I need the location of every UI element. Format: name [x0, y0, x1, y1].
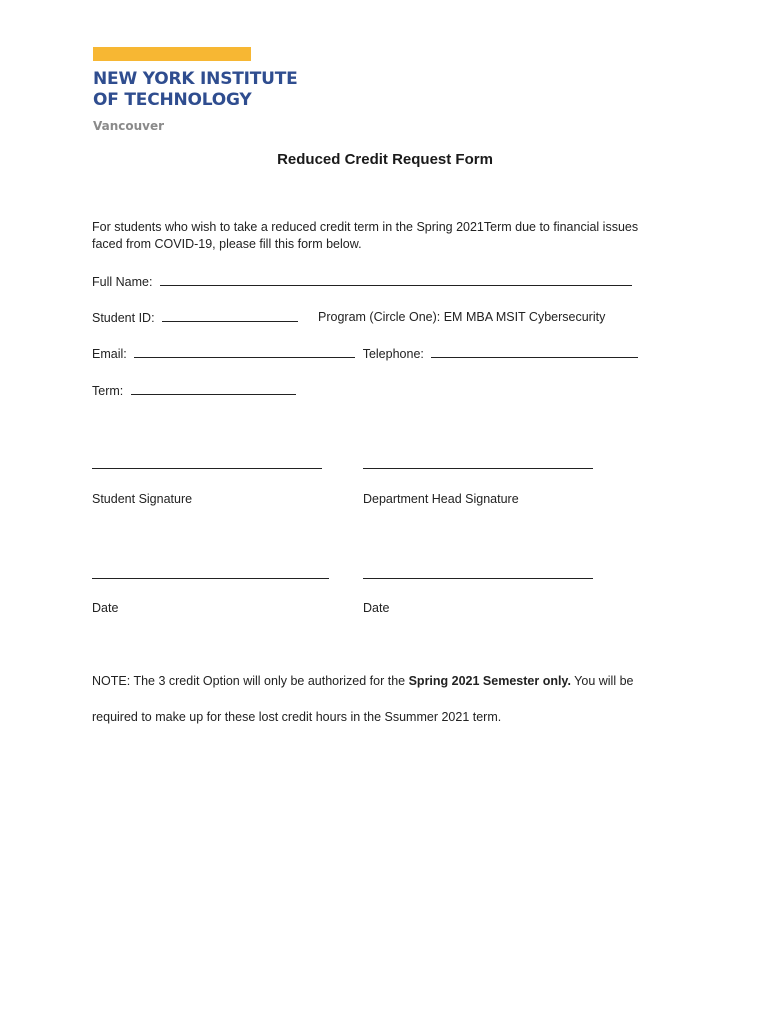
department-head-date-line[interactable] [363, 578, 593, 579]
intro-line-1: For students who wish to take a reduced credit term in the Spring 2021Term due to financial issues [92, 220, 639, 234]
email-label: Email: [92, 347, 127, 361]
note-line-1 [92, 673, 692, 690]
telephone-field[interactable] [431, 345, 638, 358]
note-prefix: NOTE: The 3 credit Option will only be authorized for the [92, 674, 409, 688]
contact-row [92, 345, 638, 363]
department-head-signature-line[interactable] [363, 468, 593, 469]
term-label: Term: [92, 384, 124, 398]
intro-line-2: faced from COVID-19, please fill this form below. [92, 237, 362, 251]
term-field[interactable] [131, 382, 296, 395]
student-date-label: Date [92, 601, 119, 615]
note-bold-text: Spring 2021 Semester only. [408, 674, 571, 688]
logo-line-1: NEW YORK INSTITUTE [93, 69, 298, 89]
student-id-row [92, 309, 298, 327]
student-signature-line[interactable] [92, 468, 322, 469]
student-id-label: Student ID: [92, 311, 155, 325]
student-date-line[interactable] [92, 578, 329, 579]
logo-line-2: OF TECHNOLOGY [93, 90, 252, 110]
logo-accent-bar [93, 47, 251, 61]
student-signature-label: Student Signature [92, 492, 193, 506]
logo-campus: Vancouver [93, 119, 165, 133]
student-id-field[interactable] [162, 309, 298, 322]
full-name-label: Full Name: [92, 275, 153, 289]
program-choice[interactable]: Program (Circle One): EM MBA MSIT Cybersecurity [318, 310, 606, 324]
term-row [92, 382, 296, 400]
department-head-date-label: Date [363, 601, 390, 615]
full-name-field[interactable] [160, 273, 632, 286]
telephone-label: Telephone: [362, 347, 424, 361]
form-title: Reduced Credit Request Form [277, 151, 493, 168]
intro-text [92, 219, 692, 253]
department-head-signature-label: Department Head Signature [363, 492, 519, 506]
note-suffix: You will be [570, 674, 634, 688]
note-line-2: required to make up for these lost credit hours in the Ssummer 2021 term. [92, 710, 502, 724]
institution-logo [93, 47, 298, 133]
email-field[interactable] [134, 345, 355, 358]
full-name-row [92, 273, 632, 291]
